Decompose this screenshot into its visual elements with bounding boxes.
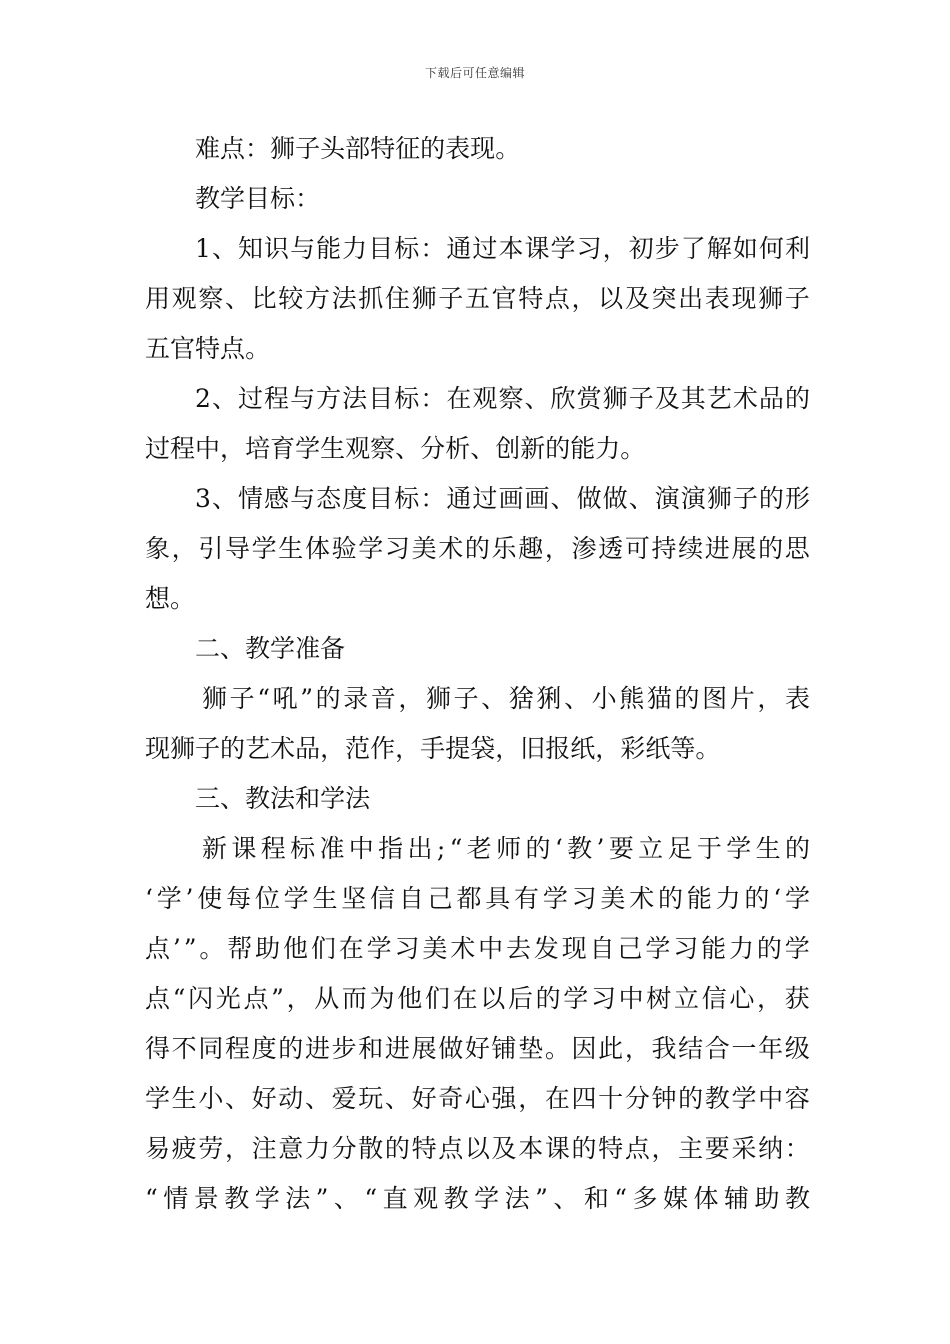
text-line: 得 不 同 程 度 的 进 步 和 进 展 做 好 铺 垫 。 因 此 ， 我 结 合 一 年 级 xyxy=(145,1034,810,1063)
document-body xyxy=(145,124,810,1224)
text-line: 象 ， 引 导 学 生 体 验 学 习 美 术 的 乐 趣 ， 渗 透 可 持 续 进 展 的 思 xyxy=(145,534,810,563)
text-line: 三 、 教 法 和 学 法 xyxy=(195,784,371,813)
text-line: 教 学 目 标 ： xyxy=(195,184,321,213)
text-line: 1 、 知 识 与 能 力 目 标 ： 通 过 本 课 学 习 ， 初 步 了 解 如 何 利 xyxy=(195,234,810,263)
text-line: 新 课 程 标 准 中 指 出 ; “ 老 师 的 ‘ 教 ’ 要 立 足 于 学 生 的 xyxy=(202,834,810,863)
text-line: “ 情 景 教 学 法 ” 、 “ 直 观 教 学 法 ” 、 和 “ 多 媒 体 辅 助 教 xyxy=(145,1184,810,1213)
text-line: 点 “ 闪 光 点 ” ， 从 而 为 他 们 在 以 后 的 学 习 中 树 立 信 心 ， 获 xyxy=(145,984,810,1013)
text-line: 3 、 情 感 与 态 度 目 标 ： 通 过 画 画 、 做 做 、 演 演 狮 子 的 形 xyxy=(195,484,810,513)
text-line: 狮 子 “ 吼 ” 的 录 音 ， 狮 子 、 猞 猁 、 小 熊 猫 的 图 片 ， 表 xyxy=(202,684,810,713)
page-header: 下载后可任意编辑 xyxy=(424,66,525,80)
text-line: 难 点 ： 狮 子 头 部 特 征 的 表 现 。 xyxy=(195,134,521,163)
text-line: 二 、 教 学 准 备 xyxy=(195,634,346,663)
text-line: 想 。 xyxy=(145,584,196,613)
text-line: 用 观 察 、 比 较 方 法 抓 住 狮 子 五 官 特 点 ， 以 及 突 出 表 现 狮 子 xyxy=(145,284,810,313)
text-line: 现 狮 子 的 艺 术 品 ， 范 作 ， 手 提 袋 ， 旧 报 纸 ， 彩 纸 等 。 xyxy=(145,734,721,763)
text-line: 过 程 中 ， 培 育 学 生 观 察 、 分 析 、 创 新 的 能 力 。 xyxy=(145,434,646,463)
text-line: 2 、 过 程 与 方 法 目 标 ： 在 观 察 、 欣 赏 狮 子 及 其 艺 术 品 的 xyxy=(195,384,810,413)
text-line: 五 官 特 点 。 xyxy=(145,334,271,363)
text-line: 学 生 小 、 好 动 、 爱 玩 、 好 奇 心 强 ， 在 四 十 分 钟 的 教 学 中 容 xyxy=(145,1084,810,1113)
text-line: 点 ’ ” 。 帮 助 他 们 在 学 习 美 术 中 去 发 现 自 己 学 习 能 力 的 学 xyxy=(145,934,810,963)
text-line: 易 疲 劳 ， 注 意 力 分 散 的 特 点 以 及 本 课 的 特 点 ， 主 要 采 纳 ： xyxy=(145,1134,810,1163)
text-line: ‘ 学 ’ 使 每 位 学 生 坚 信 自 己 都 具 有 学 习 美 术 的 能 力 的 ‘ 学 xyxy=(145,884,810,913)
